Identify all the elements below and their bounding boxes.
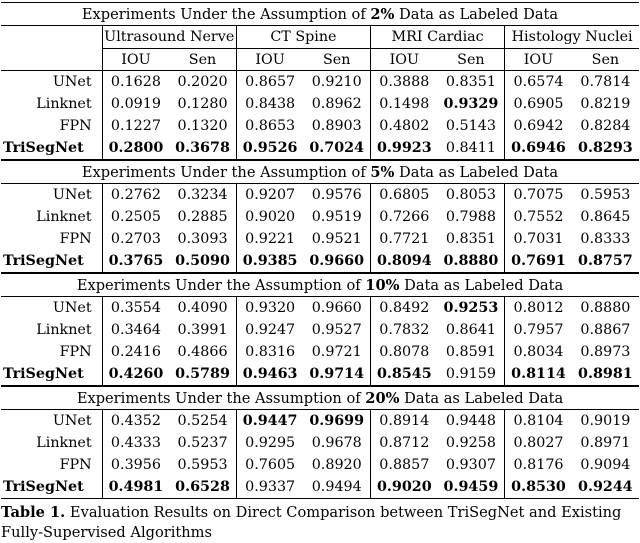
value-cell: 0.8316 [245,344,296,360]
table-row [1,341,639,363]
value-cell: 0.5789 [169,363,236,386]
value-cell: 0.3956 [110,457,161,473]
value-cell: 0.8104 [513,413,564,429]
table-row [1,184,639,207]
value-cell: 0.9329 [438,93,505,115]
value-cell: 0.8545 [376,366,432,382]
section-header-row [1,3,639,26]
section-header-row [1,273,639,297]
value-cell: 0.6905 [513,96,564,112]
metric-header: Sen [438,49,505,71]
value-cell: 0.8530 [505,476,572,499]
metric-header-row [1,49,639,71]
value-cell: 0.9459 [438,476,505,499]
value-cell: 0.2800 [108,140,164,156]
method-name: FPN [1,454,102,476]
value-cell: 0.7552 [513,209,564,225]
value-cell: 0.8176 [513,457,564,473]
metric-header: Sen [572,49,639,71]
section-title-prefix: Experiments Under the Assumption of [81,5,371,23]
metric-header: Sen [303,49,370,71]
value-cell: 0.3093 [169,228,236,250]
table-row [1,115,639,137]
value-cell: 0.2416 [110,344,161,360]
value-cell: 0.9221 [245,231,296,247]
value-cell: 0.9447 [242,413,298,429]
table-row [1,71,639,94]
value-cell: 0.2020 [169,71,236,94]
value-cell: 0.7605 [245,457,296,473]
value-cell: 0.8351 [438,228,505,250]
metric-header: IOU [505,49,572,71]
dataset-header: Ultrasound Nerve [102,26,236,49]
dataset-header: MRI Cardiac [371,26,505,49]
method-name: FPN [1,115,102,137]
value-cell: 0.6805 [379,187,430,203]
value-cell: 0.9020 [245,209,296,225]
value-cell: 0.9337 [236,476,303,499]
value-cell: 0.8914 [379,413,430,429]
value-cell: 0.9526 [242,140,298,156]
value-cell: 0.5953 [169,454,236,476]
value-cell: 0.7031 [513,231,564,247]
dataset-header-row [1,26,639,49]
value-cell: 0.9923 [376,140,432,156]
value-cell: 0.8114 [511,366,566,382]
value-cell: 0.9210 [303,71,370,94]
value-cell: 0.7832 [379,322,430,338]
value-cell: 0.1227 [110,118,161,134]
table-row [1,363,639,386]
value-cell: 0.2703 [110,231,161,247]
caption-label: Table 1. [1,504,66,521]
value-cell: 0.4090 [169,297,236,320]
method-name: TriSegNet [1,363,102,386]
value-cell: 0.8053 [438,184,505,207]
value-cell: 0.8641 [438,319,505,341]
value-cell: 0.9244 [572,476,639,499]
value-cell: 0.8027 [513,435,564,451]
value-cell: 0.1320 [169,115,236,137]
value-cell: 0.3234 [169,184,236,207]
section-title-percent: 10% [365,276,400,294]
value-cell: 0.8438 [245,96,296,112]
table-row [1,432,639,454]
value-cell: 0.9159 [438,363,505,386]
section-header-row [1,386,639,410]
table-row [1,206,639,228]
value-cell: 0.3554 [110,300,161,316]
metric-header: IOU [371,49,438,71]
table-row [1,137,639,160]
value-cell: 0.9320 [245,300,296,316]
metric-header: IOU [102,49,169,71]
value-cell: 0.4260 [108,366,164,382]
value-cell: 0.8333 [580,231,631,247]
value-cell: 0.2505 [110,209,161,225]
table-row [1,297,639,320]
section-title-percent: 2% [370,5,395,23]
method-name: UNet [1,184,102,207]
value-cell: 0.7024 [303,137,370,160]
value-cell: 0.4352 [110,413,161,429]
table-row [1,93,639,115]
table-row [1,319,639,341]
method-name: FPN [1,341,102,363]
value-cell: 0.7075 [513,187,564,203]
value-cell: 0.9521 [303,228,370,250]
section-title-suffix: Data as Labeled Data [399,276,564,294]
value-cell: 0.7814 [580,74,631,90]
value-cell: 0.8757 [578,253,633,269]
value-cell: 0.5143 [438,115,505,137]
results-table-figure [1,2,639,543]
value-cell: 0.8219 [580,96,631,112]
value-cell: 0.8653 [245,118,296,134]
value-cell: 0.8293 [578,140,633,156]
method-name: FPN [1,228,102,250]
value-cell: 0.8857 [379,457,430,473]
dataset-header: Histology Nuclei [505,26,639,49]
value-cell: 0.1280 [169,93,236,115]
value-cell: 0.7691 [511,253,566,269]
value-cell: 0.9448 [438,410,505,433]
section-title-suffix: Data as Labeled Data [394,5,559,23]
value-cell: 0.9094 [580,457,631,473]
value-cell: 0.9678 [303,432,370,454]
value-cell: 0.9527 [303,319,370,341]
results-table [1,2,639,499]
value-cell: 0.6946 [511,140,566,156]
value-cell: 0.8981 [578,366,633,382]
value-cell: 0.5237 [169,432,236,454]
value-cell: 0.3464 [110,322,161,338]
value-cell: 0.2885 [169,206,236,228]
method-name: Linknet [1,432,102,454]
value-cell: 0.8591 [438,341,505,363]
value-cell: 0.9020 [371,476,438,499]
table-row [1,250,639,273]
section-title [1,273,639,297]
value-cell: 0.9714 [303,363,370,386]
value-cell: 0.9699 [303,410,370,433]
value-cell: 0.3765 [108,253,164,269]
metric-header: Sen [169,49,236,71]
value-cell: 0.9258 [438,432,505,454]
value-cell: 0.7266 [379,209,430,225]
value-cell: 0.8034 [513,344,564,360]
section-title-prefix: Experiments Under the Assumption of [81,163,371,181]
value-cell: 0.5090 [169,250,236,273]
value-cell: 0.6574 [513,74,564,90]
value-cell: 0.8973 [580,344,631,360]
method-name: Linknet [1,93,102,115]
section-title-prefix: Experiments Under the Assumption of [76,389,366,407]
caption-text: Evaluation Results on Direct Comparison between TriSegNet and Existing Fully-Supervised Algorithms [1,504,622,541]
value-cell: 0.8971 [580,435,631,451]
value-cell: 0.9307 [438,454,505,476]
method-name: Linknet [1,319,102,341]
value-cell: 0.8645 [580,209,631,225]
value-cell: 0.8657 [245,74,296,90]
table-row [1,410,639,433]
table-row [1,228,639,250]
corner-cell [1,26,102,49]
value-cell: 0.8903 [303,115,370,137]
value-cell: 0.1628 [110,74,161,90]
section-header-row [1,160,639,184]
value-cell: 0.9207 [245,187,296,203]
value-cell: 0.8094 [376,253,432,269]
value-cell: 0.8867 [580,322,631,338]
value-cell: 0.8351 [438,71,505,94]
section-title [1,3,639,26]
method-name: UNet [1,410,102,433]
value-cell: 0.9576 [303,184,370,207]
value-cell: 0.9519 [303,206,370,228]
value-cell: 0.8880 [438,250,505,273]
value-cell: 0.9385 [242,253,298,269]
dataset-header: CT Spine [236,26,370,49]
method-name: TriSegNet [1,250,102,273]
value-cell: 0.6942 [513,118,564,134]
value-cell: 0.6528 [169,476,236,499]
value-cell: 0.8411 [438,137,505,160]
section-title [1,160,639,184]
value-cell: 0.9295 [245,435,296,451]
value-cell: 0.8012 [513,300,564,316]
value-cell: 0.5953 [580,187,631,203]
section-title-suffix: Data as Labeled Data [394,163,559,181]
value-cell: 0.8078 [379,344,430,360]
value-cell: 0.9019 [580,413,631,429]
table-row [1,454,639,476]
value-cell: 0.9253 [438,297,505,320]
metric-header: IOU [236,49,303,71]
value-cell: 0.4981 [102,476,169,499]
value-cell: 0.4802 [379,118,430,134]
value-cell: 0.8962 [303,93,370,115]
corner-cell [1,49,102,71]
value-cell: 0.3888 [379,74,430,90]
method-name: Linknet [1,206,102,228]
method-name: TriSegNet [1,476,102,499]
value-cell: 0.5254 [169,410,236,433]
method-name: TriSegNet [1,137,102,160]
value-cell: 0.9660 [303,297,370,320]
section-title-prefix: Experiments Under the Assumption of [76,276,366,294]
value-cell: 0.9660 [303,250,370,273]
value-cell: 0.7957 [513,322,564,338]
value-cell: 0.8284 [580,118,631,134]
table-row [1,476,639,499]
value-cell: 0.8880 [580,300,631,316]
value-cell: 0.0919 [110,96,161,112]
value-cell: 0.3678 [169,137,236,160]
value-cell: 0.7721 [379,231,430,247]
value-cell: 0.9463 [242,366,298,382]
value-cell: 0.8712 [379,435,430,451]
value-cell: 0.8492 [379,300,430,316]
section-title-suffix: Data as Labeled Data [399,389,564,407]
value-cell: 0.2762 [110,187,161,203]
value-cell: 0.1498 [379,96,430,112]
section-title [1,386,639,410]
value-cell: 0.4333 [110,435,161,451]
method-name: UNet [1,71,102,94]
method-name: UNet [1,297,102,320]
value-cell: 0.7988 [438,206,505,228]
value-cell: 0.4866 [169,341,236,363]
section-title-percent: 20% [365,389,400,407]
value-cell: 0.3991 [169,319,236,341]
table-caption [1,503,640,543]
value-cell: 0.9494 [303,476,370,499]
value-cell: 0.9721 [303,341,370,363]
value-cell: 0.8920 [303,454,370,476]
section-title-percent: 5% [370,163,395,181]
value-cell: 0.9247 [245,322,296,338]
